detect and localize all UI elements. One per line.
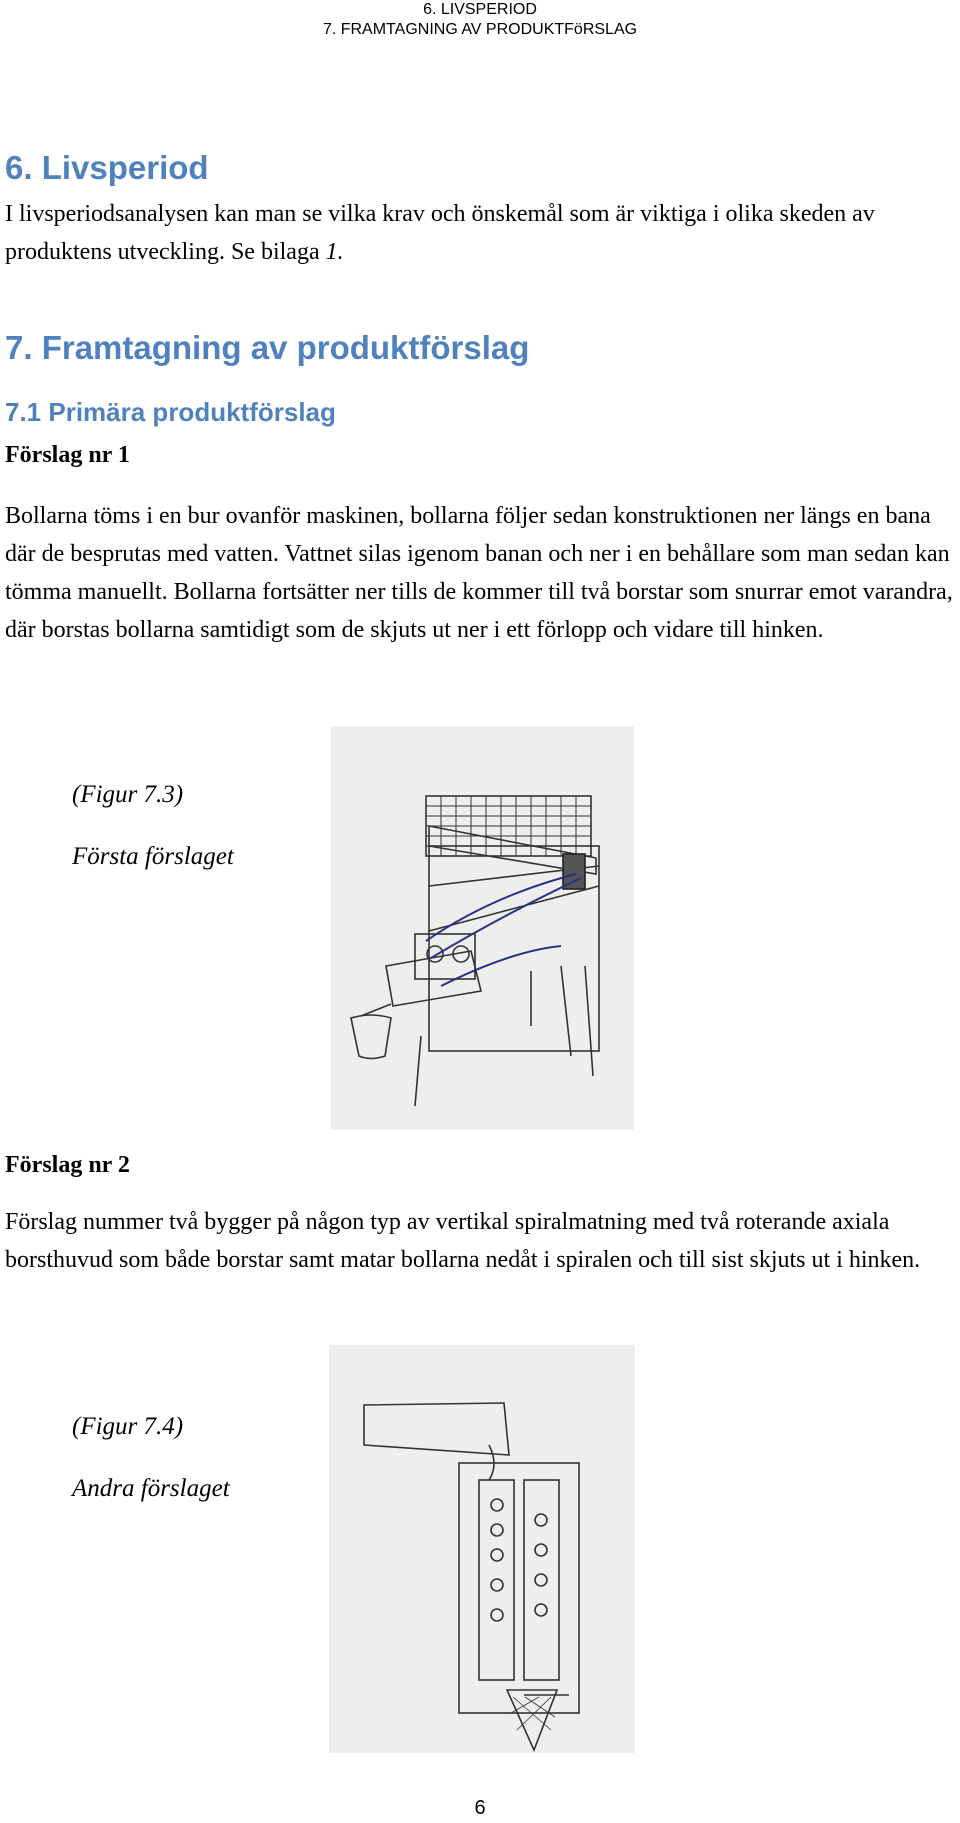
section-7-heading: 7. Framtagning av produktförslag: [5, 329, 530, 366]
running-header-chapter: 6. LIVSPERIOD: [423, 1, 537, 18]
page-number: 6: [474, 1797, 486, 1819]
figure-7-3-caption: Första förslaget: [72, 843, 234, 870]
subsection-7-1-heading: 7.1 Primära produktförslag: [5, 397, 336, 427]
figure-7-3-sketch: [331, 726, 634, 1130]
figure-7-3-label: (Figur 7.3): [72, 781, 184, 808]
figure-7-4-sketch: [329, 1345, 635, 1753]
section-6-body-text: I livsperiodsanalysen kan man se vilka krav och önskemål som är viktiga i olika skeden av produktens utveckling. Se bilaga: [5, 201, 875, 265]
figure-7-4-caption: Andra förslaget: [72, 1475, 230, 1502]
section-6-heading: 6. Livsperiod: [5, 149, 209, 186]
appendix-reference: 1.: [325, 239, 344, 265]
proposal-1-title: Förslag nr 1: [5, 442, 130, 468]
figure-7-4-label: (Figur 7.4): [72, 1413, 184, 1440]
proposal-2-body: Förslag nummer två bygger på någon typ av vertikal spiralmatning med två roterande axiala borsthuvud som både borstar samt matar bollarna nedåt i spiralen och till sist skjuts ut i hinken.: [5, 1209, 921, 1273]
proposal-1-body: Bollarna töms i en bur ovanför maskinen, bollarna följer sedan konstruktionen ner längs en bana där de besprutas med vatten. Vattnet silas igenom banan och ner i en behållare som man sedan kan tömma manuellt. Bollarna fortsätter ner tills de kommer till två borstar som snurrar emot varandra, där borstas bollarna samtidigt som de skjuts ut ner i ett förlopp och vidare till hinken.: [5, 503, 953, 643]
proposal-2-title: Förslag nr 2: [5, 1152, 130, 1178]
section-6-body: [5, 195, 960, 271]
running-header-section: 7. FRAMTAGNING AV PRODUKTFöRSLAG: [322, 21, 638, 38]
